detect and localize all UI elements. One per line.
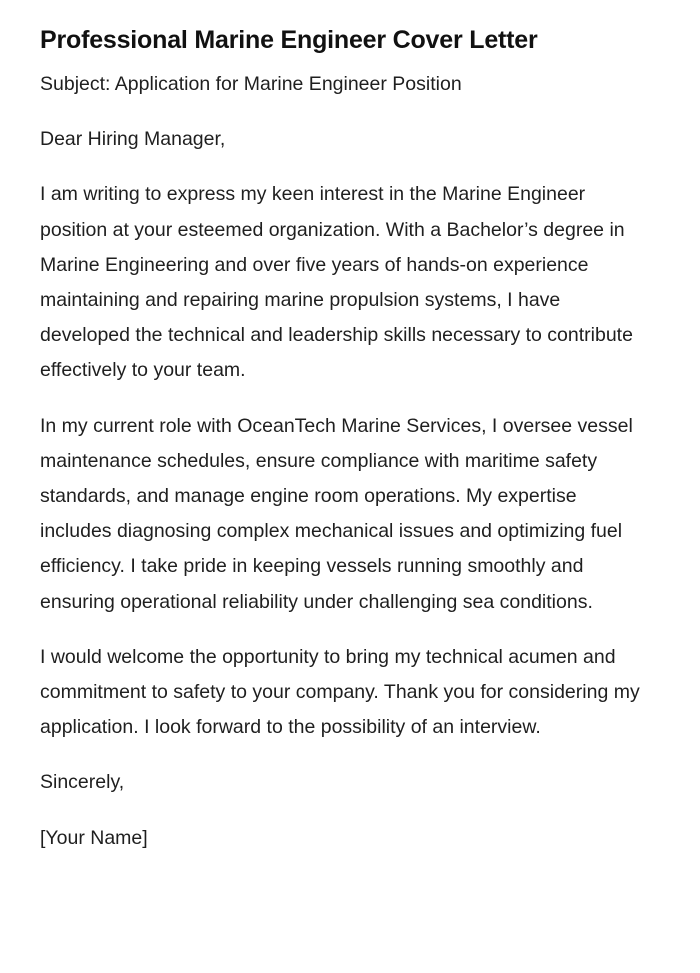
salutation: Dear Hiring Manager, [40,128,226,151]
closing: Sincerely, [40,771,125,794]
body-paragraph-3: I would welcome the opportunity to bring my technical acumen and commitment to safety to your company. Thank you for considering my application. I look forward to the possibility of an interview. [40,645,640,739]
signature: [Your Name] [40,826,148,849]
page-title: Professional Marine Engineer Cover Letter [40,26,538,54]
body-paragraph-2: In my current role with OceanTech Marine Services, I oversee vessel maintenance schedules, ensure compliance with maritime safety standards, and manage engine room operations. My expertise includes diagnosing complex mechanical issues and optimizing fuel efficiency. I take pride in keeping vessels running smoothly and ensuring operational reliability under challenging sea conditions. [40,414,633,613]
subject-line: Subject: Application for Marine Engineer Position [40,73,462,95]
body-paragraph-1: I am writing to express my keen interest in the Marine Engineer position at your esteemed organization. With a Bachelor’s degree in Marine Engineering and over five years of hands-on experience maintaining and repairing marine propulsion systems, I have developed the technical and leadership skills necessary to contribute effectively to your team. [40,183,633,382]
